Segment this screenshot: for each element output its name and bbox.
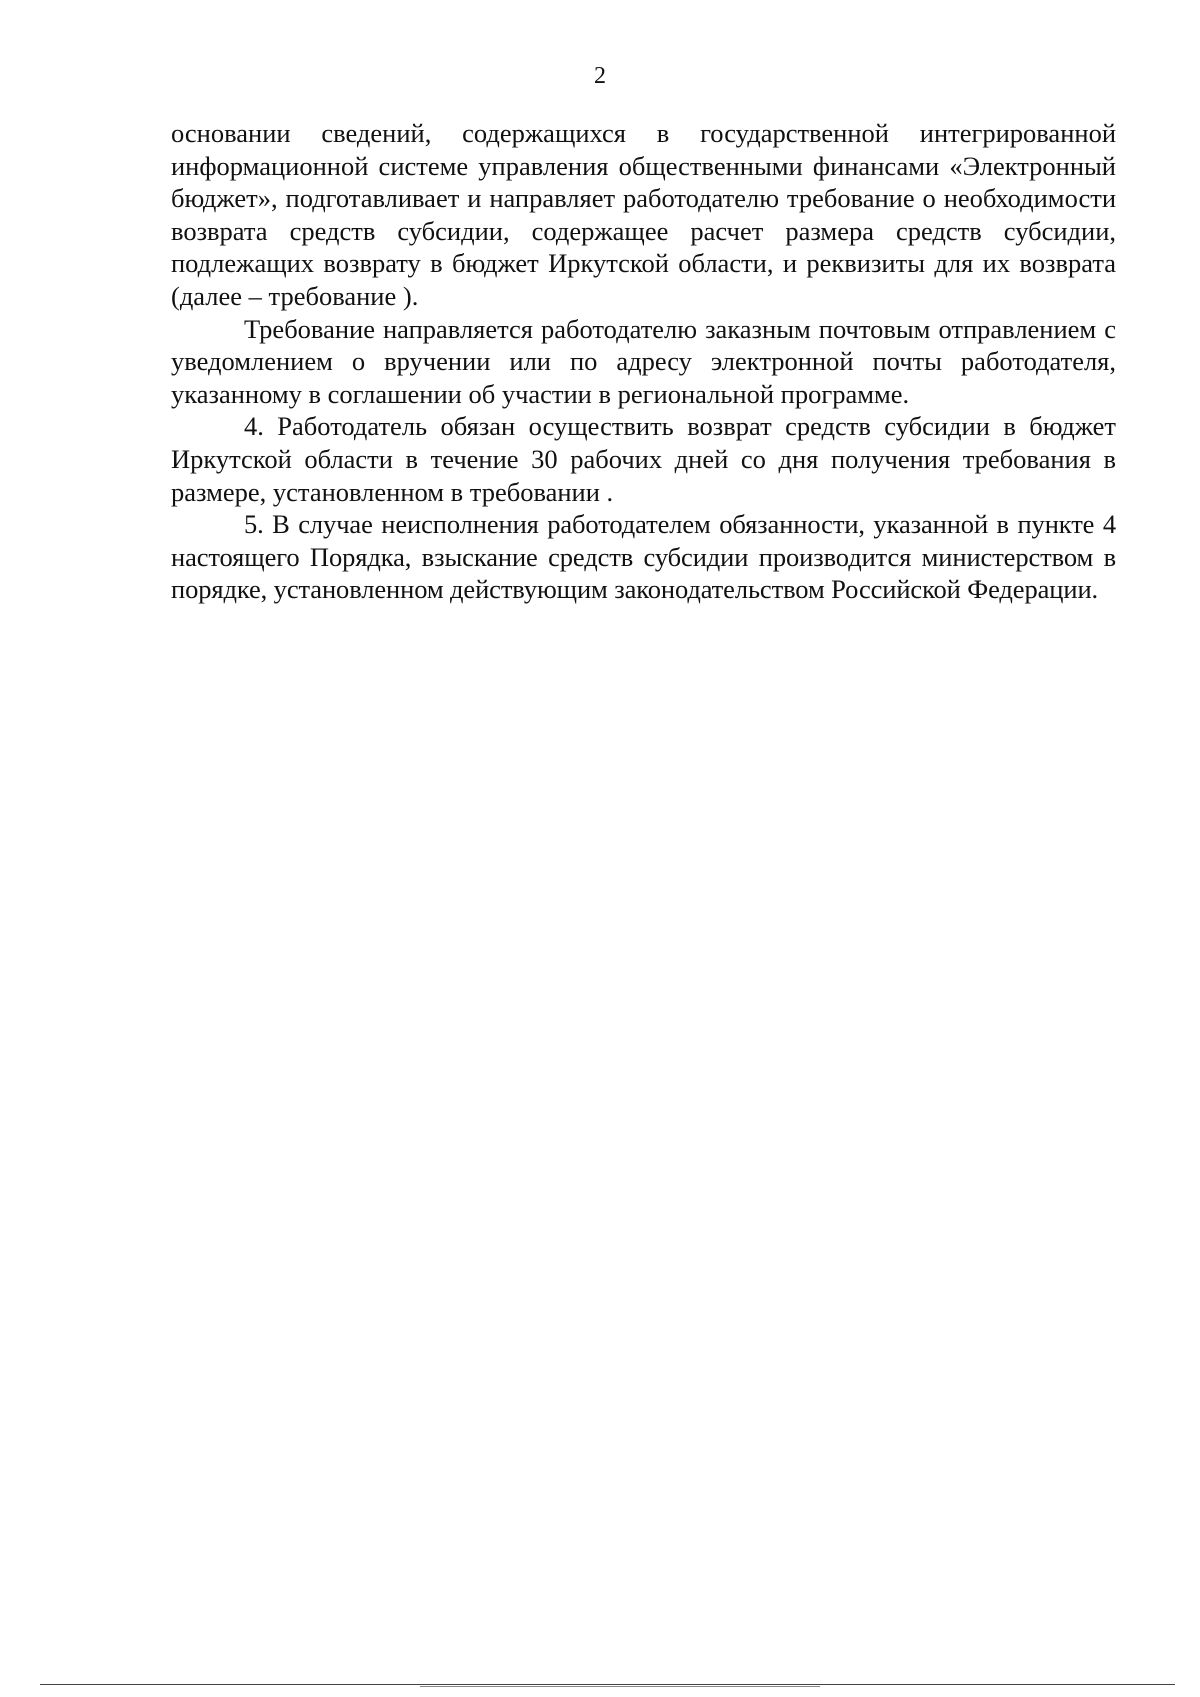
paragraph-continuation: основании сведений, содержащихся в государственной интегрированной информационной системе управления общественными финансами «Электронный бюджет», подготавливает и направляет работодателю требование о необходимости возврата средств субсидии, содержащее расчет размера средств субсидии, подлежащих возврату в бюджет Иркутской области, и реквизиты для их возврата (далее – требование ).: [171, 118, 1116, 311]
paragraph-item-4: 4. Работодатель обязан осуществить возврат средств субсидии в бюджет Иркутской области в течение 30 рабочих дней со дня получения требования в размере, установленном в требовании .: [171, 411, 1116, 507]
paragraph-item-5: 5. В случае неисполнения работодателем обязанности, указанной в пункте 4 настоящего Порядка, взыскание средств субсидии производится министерством в порядке, установленном действующим законодательством Российской Федерации.: [171, 509, 1116, 605]
paragraph-requirement-delivery: Требование направляется работодателю заказным почтовым отправлением с уведомлением о вручении или по адресу электронной почты работодателя, указанному в соглашении об участии в региональной программе.: [171, 313, 1116, 409]
footer-rule: [40, 1684, 1175, 1685]
page-number: 2: [594, 63, 606, 89]
footer-rule-secondary: [420, 1686, 820, 1687]
document-body: [171, 117, 1116, 606]
